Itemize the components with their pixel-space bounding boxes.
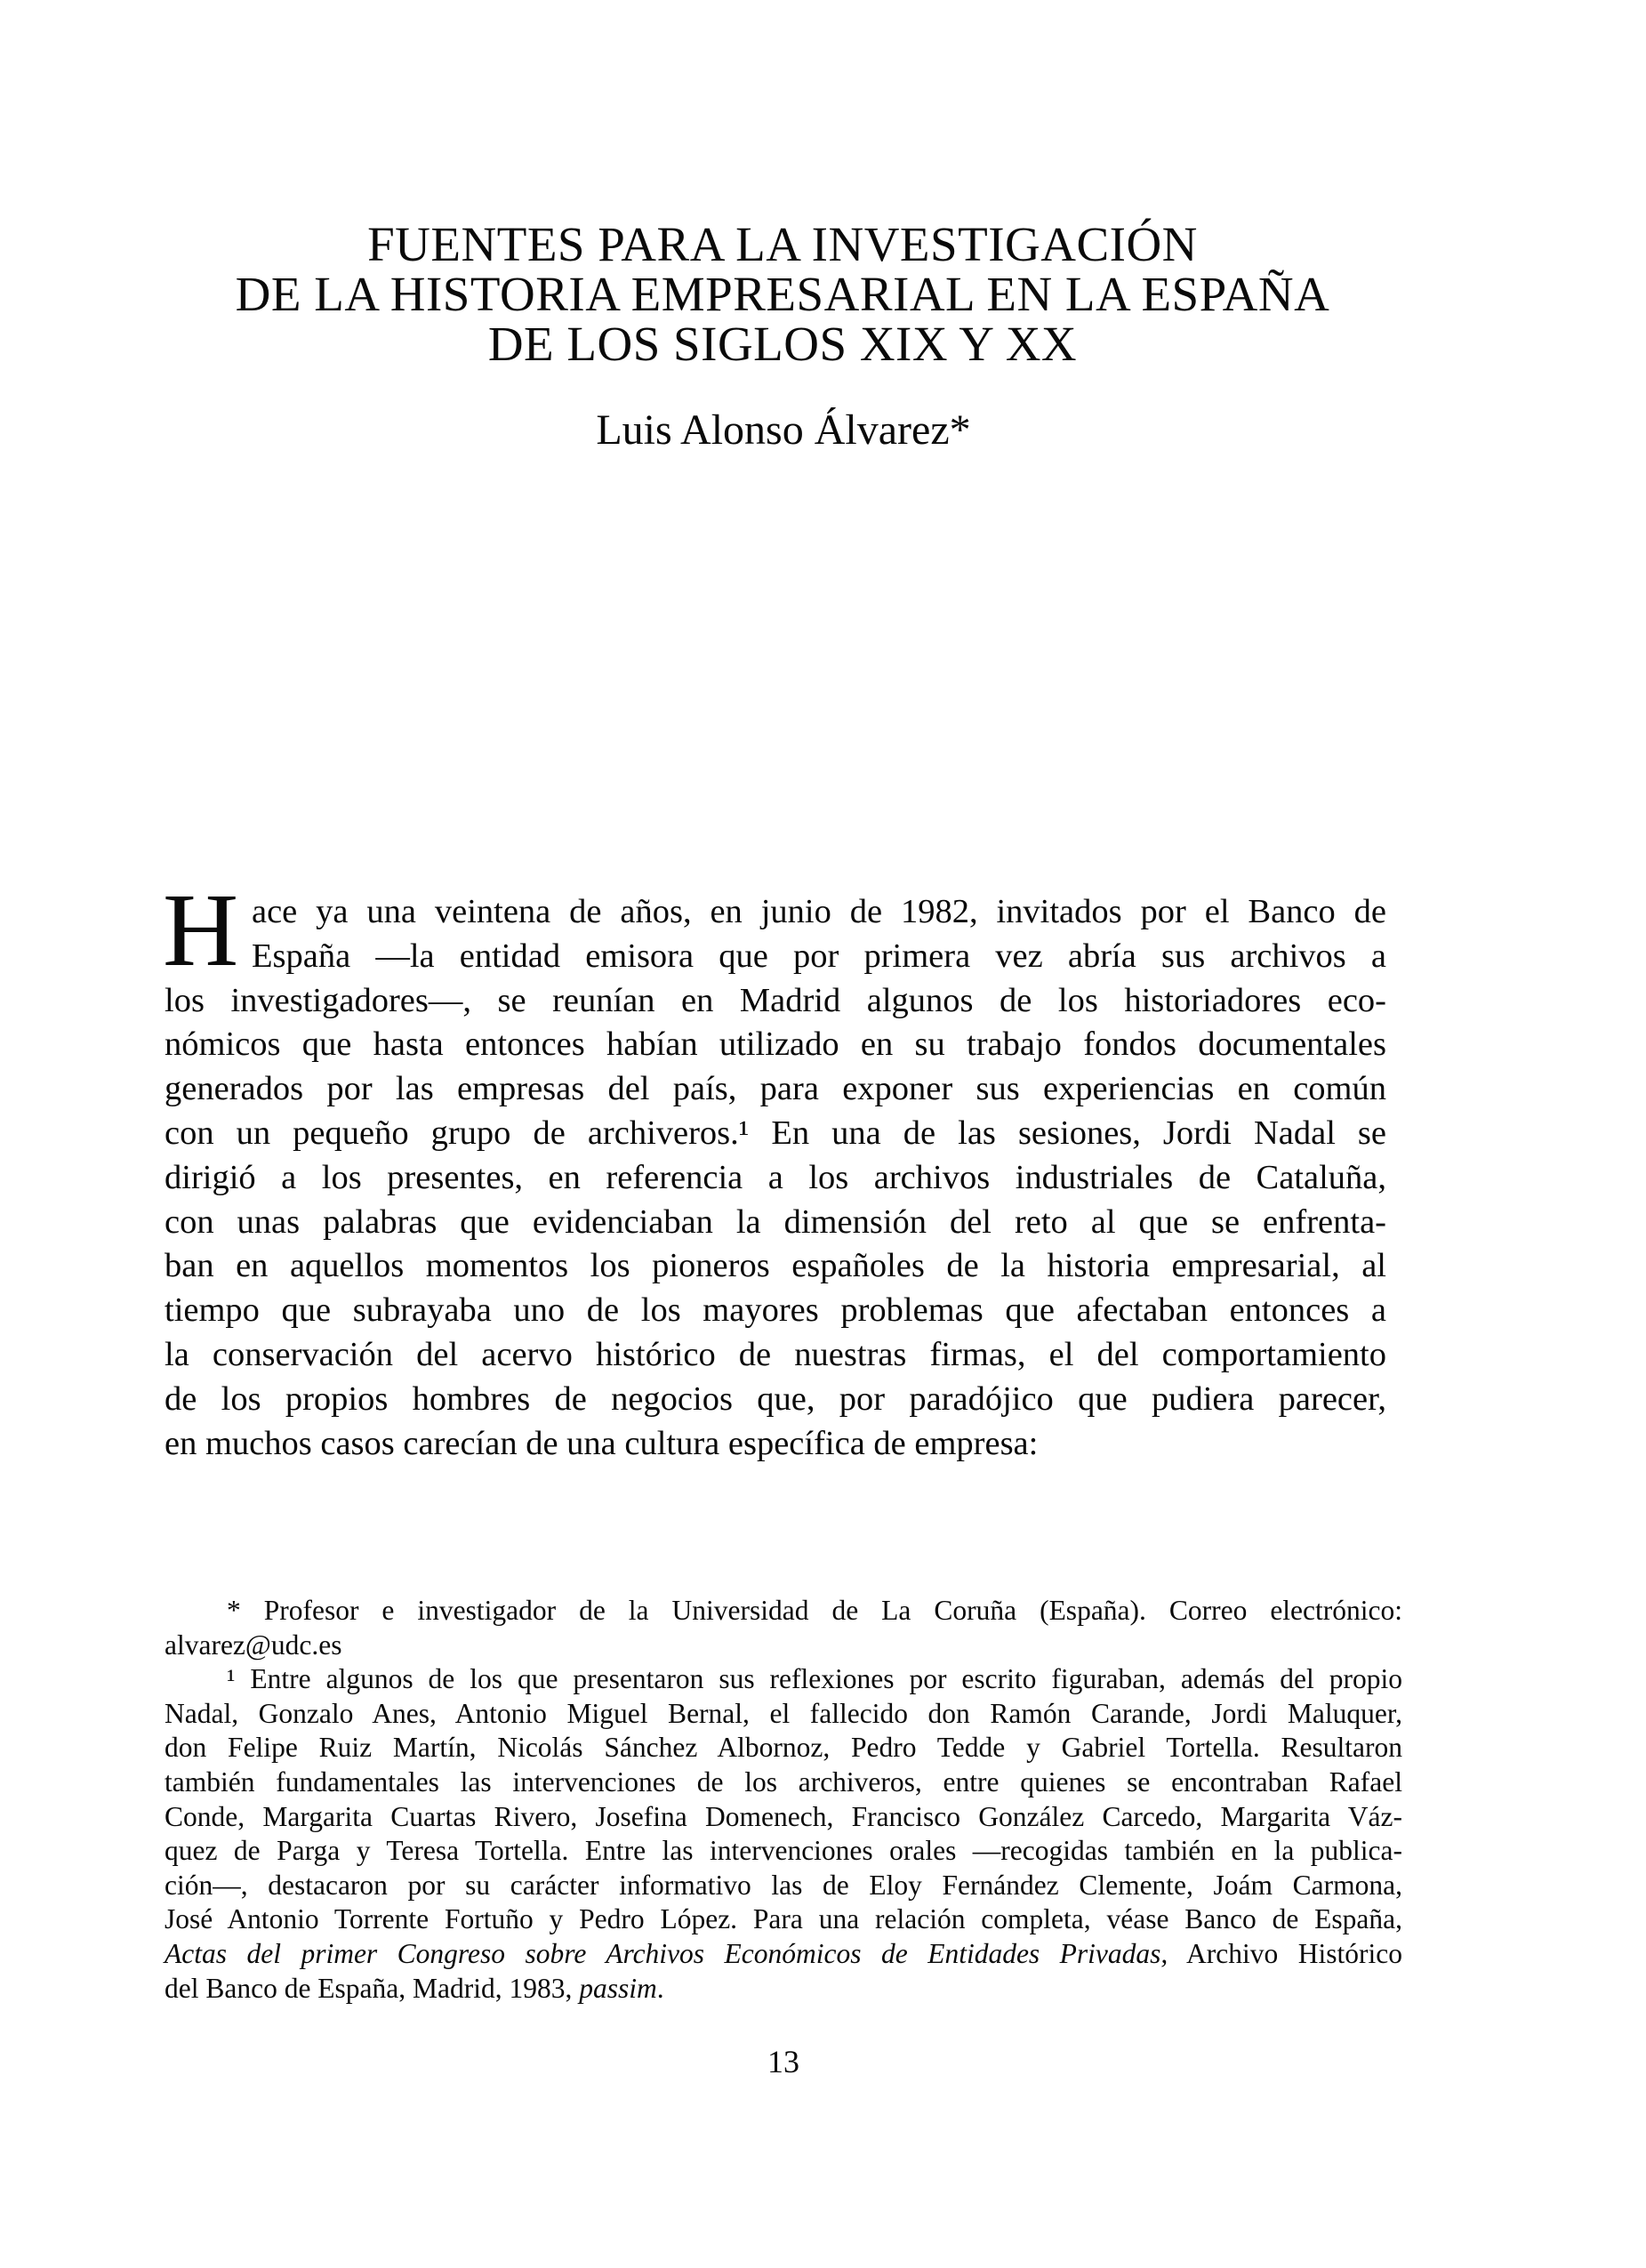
footnote-author-affiliation [165, 1594, 1402, 1662]
text-line: en muchos casos carecían de una cultura específica de empresa: [165, 1424, 1039, 1462]
text-line: don Felipe Ruiz Martín, Nicolás Sánchez Albornoz, Pedro Tedde y Gabriel Tortella. Resultaron [165, 1732, 1402, 1764]
text-line: de los propios hombres de negocios que, por paradójico que pudiera parecer, [165, 1379, 1386, 1418]
text-line [165, 1972, 1402, 2007]
author-byline [165, 407, 1402, 454]
text-line: quez de Parga y Teresa Tortella. Entre las intervenciones orales —recogidas también en la publica- [165, 1835, 1402, 1867]
text-line: generados por las empresas del país, para exponer sus experiencias en común [165, 1070, 1386, 1108]
italic-segment: passim [579, 1972, 657, 2004]
drop-cap: H [163, 872, 239, 988]
text-line: con unas palabras que evidenciaban la dimensión del reto al que se enfrenta- [165, 1202, 1386, 1241]
text-line: Nadal, Gonzalo Anes, Antonio Miguel Bernal, el fallecido don Ramón Carande, Jordi Maluquer, [165, 1697, 1402, 1729]
text-line: alvarez@udc.es [165, 1629, 342, 1661]
text-line: los investigadores—, se reunían en Madrid algunos de los historiadores eco- [165, 981, 1386, 1019]
text-segment: del Banco de España, Madrid, 1983, [165, 1972, 580, 2004]
author-name: Luis Alonso Álvarez [596, 406, 950, 454]
text-line: tiempo que subrayaba uno de los mayores problemas que afectaban entonces a [165, 1291, 1386, 1330]
text-line: nómicos que hasta entonces habían utilizado en su trabajo fondos documentales [165, 1025, 1386, 1064]
body-paragraph [163, 872, 1386, 1466]
page-number: 13 [767, 2044, 799, 2079]
text-line: ace ya una veintena de años, en junio de 1982, invitados por el Banco de [252, 893, 1386, 930]
text-segment: Archivo Histórico [1168, 1937, 1403, 1969]
text-line: también fundamentales las intervenciones de los archiveros, entre quienes se encontraban Rafael [165, 1765, 1402, 1798]
text-line: dirigió a los presentes, en referencia a los archivos industriales de Cataluña, [165, 1158, 1386, 1196]
italic-segment: Actas del primer Congreso sobre Archivos Económicos de Entidades Privadas, [165, 1937, 1168, 1969]
article-title [107, 217, 1458, 371]
text-line: FUENTES PARA LA INVESTIGACIÓN [367, 217, 1198, 271]
footnotes-block [165, 1594, 1402, 2006]
text-line: la conservación del acervo histórico de nuestras firmas, el del comportamiento [165, 1335, 1386, 1373]
footnote-1 [165, 1662, 1402, 2006]
text-line: José Antonio Torrente Fortuño y Pedro López. Para una relación completa, véase Banco de España, [165, 1903, 1402, 1935]
text-line: DE LA HISTORIA EMPRESARIAL EN LA ESPAÑA [235, 267, 1330, 321]
text-line: * Profesor e investigador de la Universidad de La Coruña (España). Correo electrónico: [227, 1595, 1402, 1626]
text-line: ¹ Entre algunos de los que presentaron sus reflexiones por escrito figuraban, además del propio [227, 1663, 1402, 1695]
text-line: con un pequeño grupo de archiveros.¹ En una de las sesiones, Jordi Nadal se [165, 1114, 1386, 1152]
text-line [165, 1937, 1402, 1972]
text-line: DE LOS SIGLOS XIX Y XX [487, 317, 1078, 371]
text-segment: . [656, 1972, 664, 2004]
text-line: Conde, Margarita Cuartas Rivero, Josefina Domenech, Francisco González Carcedo, Margarita Váz- [165, 1800, 1402, 1832]
text-line: España —la entidad emisora que por primera vez abría sus archivos a [252, 937, 1386, 975]
author-note-marker: * [949, 406, 971, 454]
text-line: ban en aquellos momentos los pioneros españoles de la historia empresarial, al [165, 1247, 1386, 1285]
text-line: ción—, destacaron por su carácter informativo las de Eloy Fernández Clemente, Joám Carmona, [165, 1869, 1402, 1901]
